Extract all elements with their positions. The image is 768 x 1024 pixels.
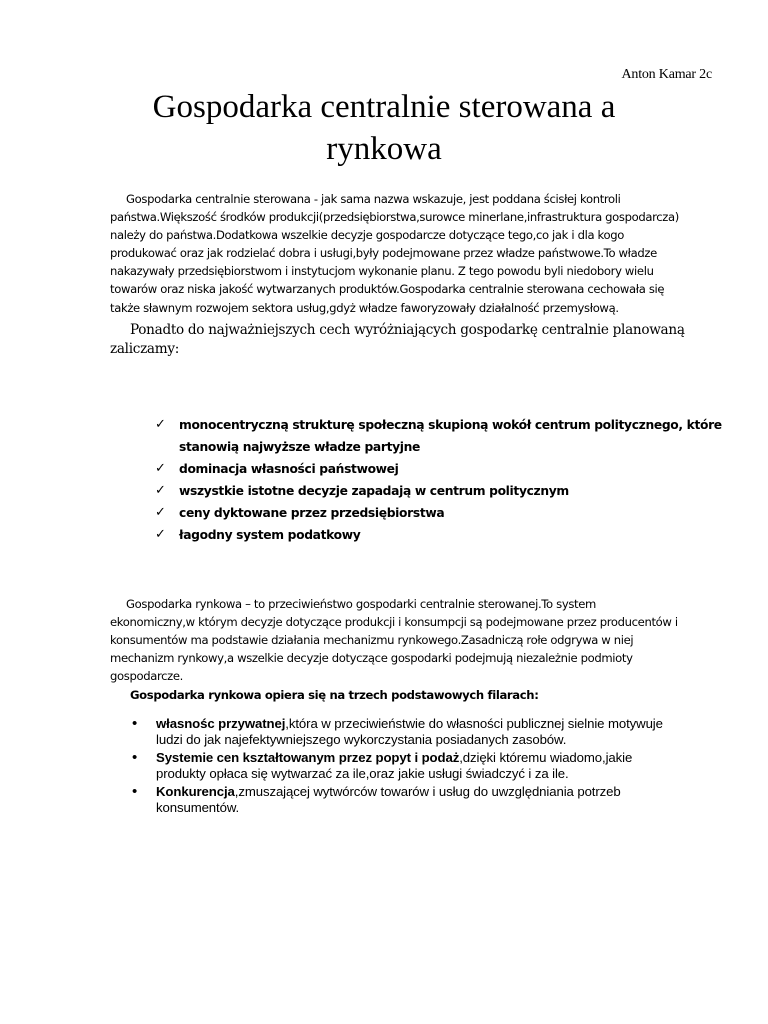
title-line: Gospodarka centralnie sterowana a — [152, 89, 616, 125]
checkmark-icon: ✓ — [155, 417, 166, 432]
market-line: konsumentów ma podstawie działania mechanizmu rynkowego.Zasadniczą rołe odgrywa w niej — [110, 633, 634, 648]
checklist-item-text: dominacja własności państwowej — [179, 462, 399, 476]
checklist-item-text: monocentryczną strukturę społeczną skupioną wokół centrum politycznego, które — [179, 418, 722, 432]
checkmark-icon: ✓ — [155, 483, 166, 498]
market-line: mechanizm rynkowy,a wszelkie decyzje dotyczące gospodarki podejmują niezależnie podmioty — [110, 651, 633, 666]
intro-line: państwa.Większość środków produkcji(przedsiębiorstwa,surowce minerlane,infrastruktura gospodarcza) — [110, 210, 679, 225]
pillar-desc: ludzi do jak najefektywniejszego wykorczystania posiadanych zasobów. — [156, 732, 567, 747]
pillar-term: Konkurencja — [156, 784, 235, 799]
checklist-item — [155, 458, 735, 480]
bullet-icon: • — [132, 715, 138, 732]
pillar-item — [130, 784, 720, 816]
features-lead-paragraph — [110, 321, 730, 359]
pillar-term: Systemie cen kształtowanym przez popyt i podaż — [156, 750, 460, 765]
lead-line: Ponadto do najważniejszych cech wyróżniających gospodarkę centralnie planowaną — [130, 322, 685, 338]
market-line: ekonomiczny,w którym decyzje dotyczące produkcji i konsumpcji są podejmowane przez producentów i — [110, 615, 678, 630]
intro-line: nakazywały przedsiębiorstwom i instytucjom wykonanie planu. Z tego powodu byli niedobory wielu — [110, 264, 654, 279]
pillar-first-line — [156, 750, 720, 766]
intro-line: także sławnym rozwojem sektora usług,gdyż władze faworyzowały działalność przemysłową. — [110, 300, 619, 315]
checklist-item — [155, 524, 735, 546]
checklist-item — [155, 502, 735, 524]
checklist-item-text: stanowią najwyższe władze partyjne — [179, 440, 421, 454]
bullet-icon: • — [132, 783, 138, 800]
author-line: Anton Kamar 2c — [621, 67, 712, 82]
checkmark-icon: ✓ — [155, 461, 166, 476]
intro-line: produkować oraz jak rodzielać dobra i usługi,były podejmowane przez władze państwowe.To władze — [110, 246, 657, 261]
pillar-desc: produkty opłaca się wytwarzać za ile,oraz jakie usługi świadczyć i za ile. — [156, 766, 569, 781]
checkmark-icon: ✓ — [155, 505, 166, 520]
intro-paragraph — [110, 190, 716, 317]
pillar-desc: konsumentów. — [156, 800, 240, 815]
pillar-item — [130, 716, 720, 748]
pillar-desc: ,dzięki któremu wiadomo,jakie — [459, 750, 633, 765]
intro-line: należy do państwa.Dodatkowa wszelkie decyzje gospodarcze dotyczące tego,co jak i dla kogo — [110, 228, 624, 243]
pillar-first-line — [156, 716, 720, 732]
checklist-item-text: łagodny system podatkowy — [179, 528, 361, 542]
pillar-term: własnośc przywatnej — [156, 716, 286, 731]
pillars-list — [130, 716, 720, 818]
pillar-item — [130, 750, 720, 782]
checklist-item — [155, 414, 735, 458]
market-line: gospodarcze. — [110, 669, 183, 684]
pillar-desc: ,zmuszającej wytwórców towarów i usług do uwzględniania potrzeb — [234, 784, 621, 799]
pillar-desc: ,która w przeciwieństwie do własności publicznej sielnie motywuje — [285, 716, 663, 731]
checkmark-icon: ✓ — [155, 527, 166, 542]
lead-line: zaliczamy: — [110, 341, 179, 357]
document-title — [0, 86, 768, 170]
checklist-item-text: wszystkie istotne decyzje zapadają w centrum politycznym — [179, 484, 569, 498]
pillars-heading: Gospodarka rynkowa opiera się na trzech podstawowych filarach: — [130, 688, 539, 702]
intro-line: Gospodarka centralnie sterowana - jak sama nazwa wskazuje, jest poddana ścisłej kontroli — [126, 192, 621, 206]
intro-line: towarów oraz niska jakość wytwarzanych produktów.Gospodarka centralnie sterowana cechowała się — [110, 282, 665, 297]
features-checklist — [155, 414, 735, 546]
bullet-icon: • — [132, 749, 138, 766]
checklist-item — [155, 480, 735, 502]
title-line: rynkowa — [326, 131, 442, 167]
checklist-item-text: ceny dyktowane przez przedsiębiorstwa — [179, 506, 445, 520]
market-line: Gospodarka rynkowa – to przeciwieństwo gospodarki centralnie sterowanej.To system — [126, 597, 596, 611]
pillar-first-line — [156, 784, 720, 800]
market-economy-paragraph — [110, 595, 720, 685]
